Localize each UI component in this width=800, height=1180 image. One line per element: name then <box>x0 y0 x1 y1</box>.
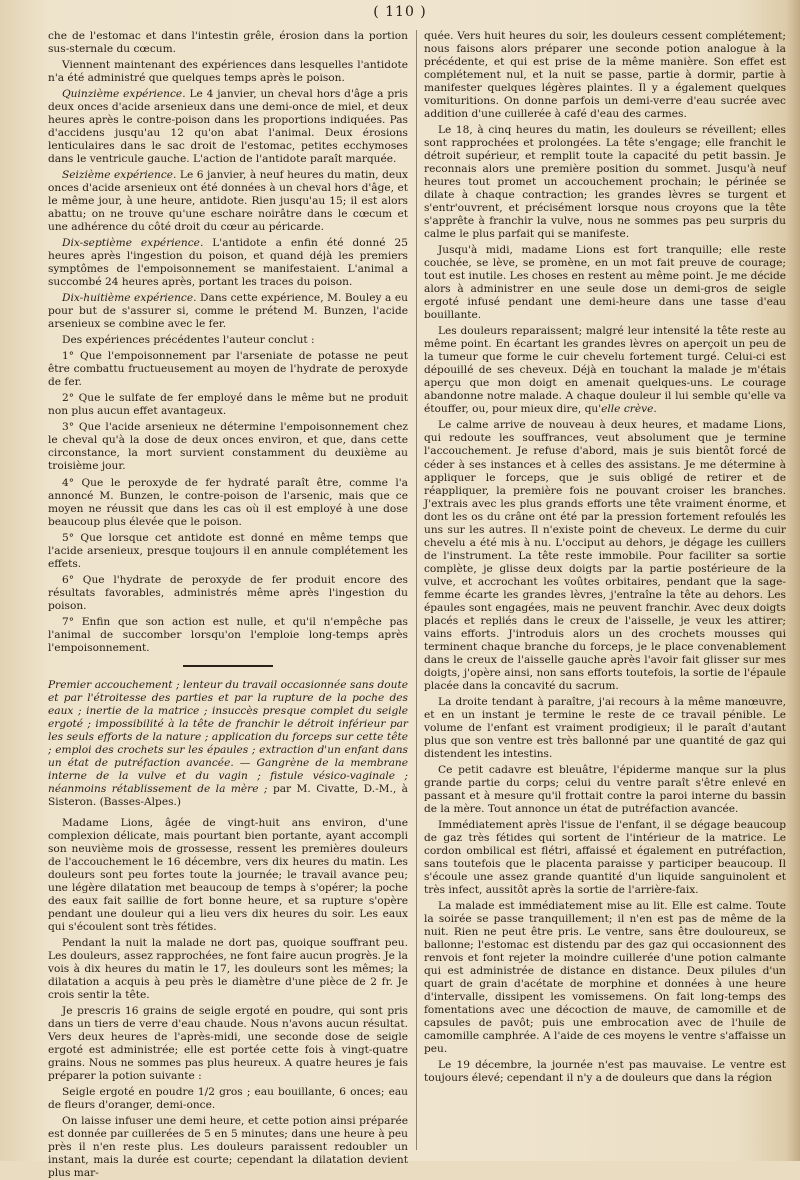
column-divider <box>416 30 417 1150</box>
paragraph: Jusqu'à midi, madame Lions est fort tranquille; elle reste couchée, se lève, se promène, en un mot fait preuve de courage; tout est inutile. Les choses en restent au même point. Je me décide alors à administrer en une seule dose un demi-gros de seigle ergoté infusé pendant une demi-heure dans une tasse d'eau bouillante. <box>424 244 786 322</box>
conclusion-item: 7° Enfin que son action est nulle, et qu'il n'empêche pas l'animal de succomber lorsqu'on l'emploie long-temps après l'empoisonnement. <box>48 615 408 654</box>
paragraph: La droite tendant à paraître, j'ai recours à la même manœuvre, et en un instant je termine le reste de ce travail pénible. Le volume de l'enfant est vraiment prodigieux; il le paraît d'autant plus que son ventre est très ballonné par une quantité de gaz qui distendent les intestins. <box>424 695 786 760</box>
paragraph: On laisse infuser une demi heure, et cette potion ainsi préparée est donnée par cuillerées de 5 en 5 minutes; dans une heure à peu près il n'en reste plus. Les douleurs paraissent redoubler un instant, mais la durée est courte; cependant la dilatation devient plus mar- <box>48 1115 408 1180</box>
paragraph: La malade est immédiatement mise au lit. Elle est calme. Toute la soirée se passe tranquillement; il n'en est pas de même de la nuit. Rien ne peut être pris. Le ventre, sans être douloureux, se ballonne; l'estomac est distendu par des gaz qui occasionnent des renvois et font rejeter la moindre cuillerée d'une potion calmante qui est administrée de distance en distance. Deux pilules d'un quart de grain d'acétate de morphine et données à une heure d'intervalle, dissipent les vomissemens. On fait long-temps des fomentations avec une décoction de mauve, de camomille et de capsules de pavôt; puis une embrocation avec de l'huile de camomille camphrée. A l'aide de ces moyens le ventre s'affaisse un peu. <box>424 900 786 1056</box>
paragraph: Madame Lions, âgée de vingt-huit ans environ, d'une complexion délicate, mais pourtant bien portante, ayant accompli son neuvième mois de grossesse, ressent les premières douleurs de l'accouchement le 16 décembre, vers dix heures du matin. Les douleurs sont peu fortes toute la journée; le travail avance peu; une légère dilatation met beaucoup de temps à s'opérer; la poche des eaux fait saillie de fort bonne heure, et sa rupture s'opère pendant une douleur qui a lieu vers dix heures du soir. Les eaux qui s'écoulent sont très fétides. <box>48 816 408 933</box>
conclusion-item: 1° Que l'empoisonnement par l'arseniate de potasse ne peut être combattu fructueusement au moyen de l'hydrate de peroxyde de fer. <box>48 350 408 389</box>
paragraph: Je prescris 16 grains de seigle ergoté en poudre, qui sont pris dans un tiers de verre d'eau chaude. Nous n'avons aucun résultat. Vers deux heures de l'après-midi, une seconde dose de seigle ergoté est administrée; elle est portée cette fois à vingt-quatre grains. Nous ne sommes pas plus heureux. A quatre heures je fais préparer la potion suivante : <box>48 1005 408 1083</box>
section-rule <box>183 665 273 667</box>
experience-16: Seizième expérience. Le 6 janvier, à neuf heures du matin, deux onces d'acide arsenieux ont été données à un cheval hors d'âge, et le même jour, à une heure, antidote. Rien jusqu'au 15; il est alors abattu; on ne trouve qu'une eschare noirâtre dans le cœcum et une adhérence du côté droit du cœur au péricarde. <box>48 169 408 234</box>
conclusion-item: 6° Que l'hydrate de peroxyde de fer produit encore des résultats favorables, administrés même après l'ingestion du poison. <box>48 573 408 612</box>
experience-17: Dix-septième expérience. L'antidote a enfin été donné 25 heures après l'ingestion du poison, et quand déjà les premiers symptômes de l'empoisonnement se manifestaient. L'animal a succombé 24 heures après, portant les traces du poison. <box>48 237 408 289</box>
right-column <box>424 30 786 1155</box>
conclusion-item: 4° Que le peroxyde de fer hydraté paraît être, comme l'a annoncé M. Bunzen, le contre-poison de l'arsenic, mais que ce moyen ne réussit que dans les cas où il est employé à une dose beaucoup plus élevée que le poison. <box>48 476 408 528</box>
conclusion-item: 3° Que l'acide arsenieux ne détermine l'empoisonnement chez le cheval qu'à la dose de deux onces environ, et que, dans cette circonstance, la mort survient constamment du deuxième au troisième jour. <box>48 421 408 473</box>
experience-label: Dix-huitième expérience. <box>62 292 197 305</box>
article-summary: Premier accouchement ; lenteur du travail occasionnée sans doute et par l'étroitesse des parties et par la rupture de la poche des eaux ; inertie de la matrice ; insuccès presque complet du seigle ergoté ; impossibilité à la tête de franchir le détroit inférieur par les seuls efforts de la nature ; application du forceps sur cette tête ; emploi des crochets sur les épaules ; extraction d'un enfant dans un état de putréfaction avancée. — Gangrène de la membrane interne de la vulve et du vagin ; fistule vésico-vaginale ; néanmoins rétablissement de la mère ; par M. Civatte, D.-M., à Sisteron. (Basses-Alpes.) <box>48 678 408 808</box>
conclusion-intro: Des expériences précédentes l'auteur conclut : <box>62 334 315 347</box>
paragraph: che de l'estomac et dans l'intestin grêle, érosion dans la portion sus-sternale du cœcum. <box>48 30 408 56</box>
paragraph: quée. Vers huit heures du soir, les douleurs cessent complétement; nous faisons alors préparer une seconde potion analogue à la précédente, et qui est prise de la même manière. Son effet est complétement nul, et la nuit se passe, partie à dormir, partie à manifester quelques légères plaintes. Il y a également quelques vomituritions. On donne parfois un demi-verre d'eau sucrée avec addition d'une cuillerée à café d'eau des carmes. <box>424 30 786 121</box>
paragraph: Le 18, à cinq heures du matin, les douleurs se réveillent; elles sont rapprochées et prolongées. La tête s'engage; elle franchit le détroit supérieur, et remplit toute la capacité du petit bassin. Je reconnais alors une première position du sommet. Jusqu'à neuf heures tout promet un accouchement prochain; le périnée se dilate à chaque contraction; les grandes lèvres se turgent et s'entr'ouvrent, et précisément lorsque nous croyons que la tête s'apprête à franchir la vulve, nous ne sommes pas peu surpris du calme le plus parfait qui se manifeste. <box>424 124 786 241</box>
experience-label: Dix-septième expérience. <box>62 237 204 250</box>
conclusion-item: 5° Que lorsque cet antidote est donné en même temps que l'acide arsenieux, presque toujours il en annule complétement les effets. <box>48 531 408 570</box>
paragraph: Seigle ergoté en poudre 1/2 gros ; eau bouillante, 6 onces; eau de fleurs d'oranger, demi-once. <box>48 1086 408 1112</box>
paragraph: Les douleurs reparaissent; malgré leur intensité la tête reste au même point. En écartant les grandes lèvres on aperçoit un peu de la tumeur que forme le cuir chevelu fortement turgé. Celui-ci est dépouillé de ses cheveux. Déjà en touchant la malade je m'étais aperçu que mon doigt en amenait quelques-uns. Le courage abandonne notre malade. A chaque douleur il lui semble qu'elle va étouffer, ou, pour mieux dire, qu'elle crève. <box>424 325 786 416</box>
experience-15: Quinzième expérience. Le 4 janvier, un cheval hors d'âge a pris deux onces d'acide arsenieux dans une demi-once de miel, et deux heures après le contre-poison dans les proportions indiquées. Pas d'accidens jusqu'au 12 qu'on abat l'animal. Deux érosions lenticulaires dans le sac droit de l'estomac, petites ecchymoses dans le ventricule gauche. L'action de l'antidote paraît marquée. <box>48 88 408 166</box>
article-author: par M. Civatte, D.-M., à Sisteron. (Basses-Alpes.) <box>48 782 408 808</box>
experience-label: Quinzième expérience. <box>62 88 186 101</box>
page-number: ( 110 ) <box>373 4 427 20</box>
conclusion-item: 2° Que le sulfate de fer employé dans le même but ne produit non plus aucun effet avantageux. <box>48 392 408 418</box>
paragraph: Le calme arrive de nouveau à deux heures, et madame Lions, qui redoute les souffrances, veut absolument que je termine l'accouchement. Je refuse d'abord, mais je suis bientôt forcé de céder à ses instances et à celles des assistans. Je me détermine à appliquer le forceps, que je suis obligé de retirer et de réappliquer, la première fois ne pouvant croiser les branches. J'extrais avec les plus grands efforts une tête vraiment énorme, et dont les os du crâne ont été par la pression fortement refoulés les uns sur les autres. Il n'existe point de cheveux. Le derme du cuir chevelu a été mis à nu. L'occiput au dehors, je dégage les cuillers de l'instrument. La tête reste immobile. Pour faciliter sa sortie complète, je glisse deux doigts par la partie postérieure de la vulve, et accrochant les voûtes orbitaires, pendant que la sage-femme écarte les grandes lèvres, j'entraîne la tête au dehors. Les épaules sont engagées, mais ne peuvent franchir. Avec deux doigts placés et repliés dans le creux de l'aisselle, je veux les attirer; vains efforts. J'introduis alors un des crochets mousses qui terminent chaque branche du forceps, je le place convenablement dans le creux de l'aisselle gauche après l'avoir fait glisser sur mes doigts, j'opère ainsi, non sans efforts toutefois, la sortie de l'épaule placée dans la concavité du sacrum. <box>424 419 786 692</box>
paragraph: Viennent maintenant des expériences dans lesquelles l'antidote n'a été administré que quelques temps après le poison. <box>48 59 408 85</box>
paragraph: Pendant la nuit la malade ne dort pas, quoique souffrant peu. Les douleurs, assez rapprochées, ne font faire aucun progrès. Je la vois à dix heures du matin le 17, les douleurs sont les mêmes; la dilatation a acquis à peu près le diamètre d'une pièce de 2 fr. Je crois sentir la tête. <box>48 937 408 1002</box>
paragraph: Ce petit cadavre est bleuâtre, l'épiderme manque sur la plus grande partie du corps; celui du ventre paraît s'être enlevé en passant et à mesure qu'il frottait contre la paroi interne du bassin de la mère. Tout annonce un état de putréfaction avancée. <box>424 763 786 815</box>
experience-18: Dix-huitième expérience. Dans cette expérience, M. Bouley a eu pour but de s'assurer si, comme le prétend M. Bunzen, l'acide arsenieux se combine avec le fer. <box>48 292 408 331</box>
paragraph: Le 19 décembre, la journée n'est pas mauvaise. Le ventre est toujours élevé; cependant il n'y a de douleurs que dans la région <box>424 1059 786 1085</box>
experience-label: Seizième expérience. <box>62 169 177 182</box>
left-column <box>48 30 408 1180</box>
paragraph: Immédiatement après l'issue de l'enfant, il se dégage beaucoup de gaz très fétides qui sortent de l'intérieur de la matrice. Le cordon ombilical est flétri, affaissé et également en putréfaction, sans toutefois que le placenta paraisse y participer beaucoup. Il s'écoule une assez grande quantité d'un liquide sanguinolent et très infect, aussitôt après la sortie de l'arrière-faix. <box>424 818 786 896</box>
